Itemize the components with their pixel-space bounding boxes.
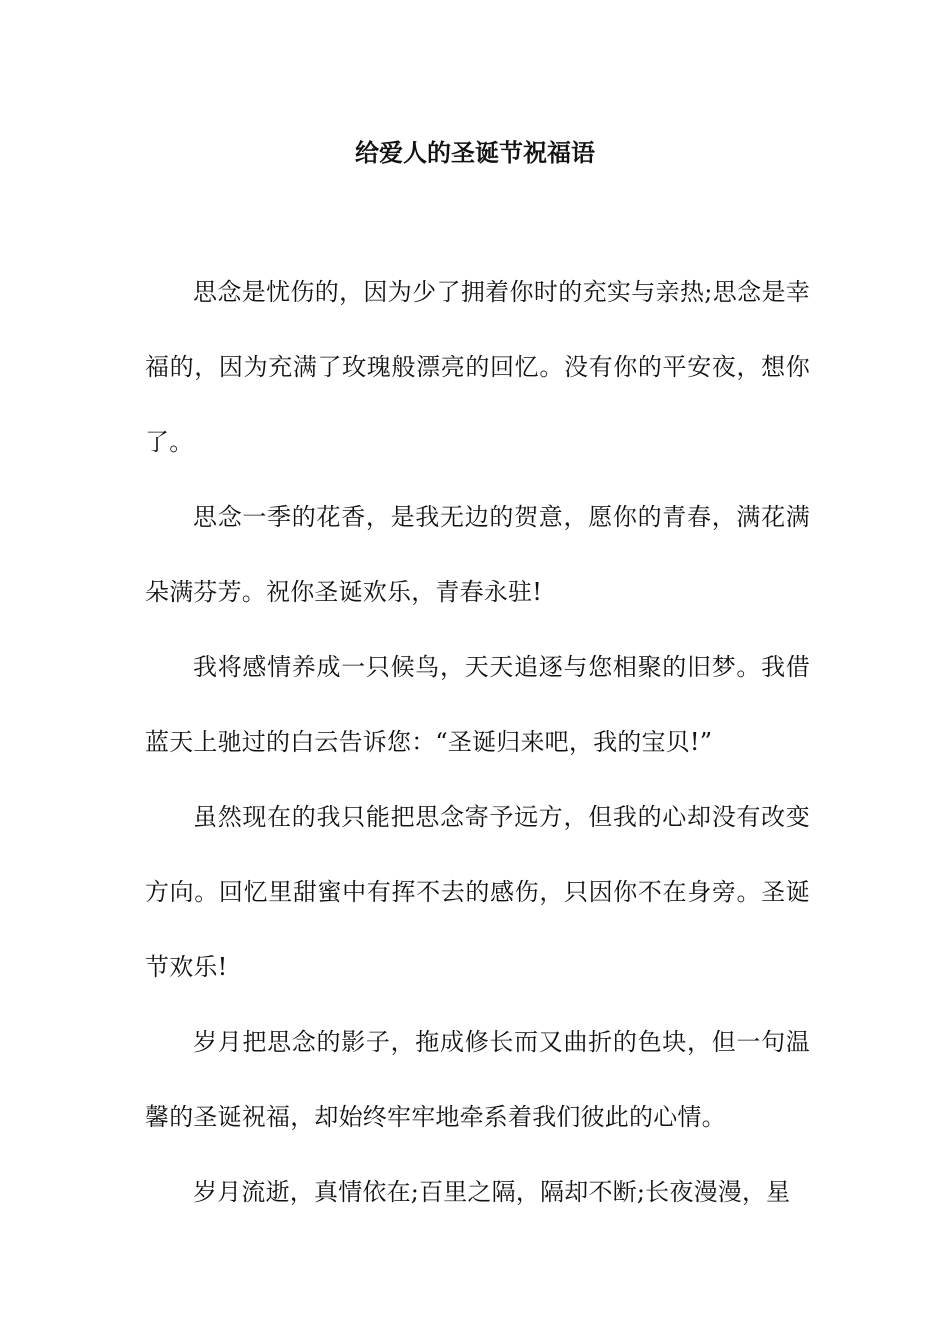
- paragraph-3: 我将感情养成一只候鸟，天天追逐与您相聚的旧梦。我借蓝天上驰过的白云告诉您：“圣诞归来吧，我的宝贝!”: [145, 653, 810, 756]
- document-title: 给爱人的圣诞节祝福语: [355, 138, 595, 167]
- paragraph-6: 岁月流逝，真情依在;百里之隔，隔却不断;长夜漫漫，星: [193, 1178, 791, 1206]
- document-body: [145, 255, 810, 1230]
- paragraph-5: 岁月把思念的影子，拖成修长而又曲折的色块，但一句温馨的圣诞祝福，却始终牢牢地牵系着我们彼此的心情。: [145, 1028, 810, 1131]
- paragraph-2: 思念一季的花香，是我无边的贺意，愿你的青春，满花满朵满芬芳。祝你圣诞欢乐，青春永驻!: [145, 503, 810, 606]
- paragraph-4: 虽然现在的我只能把思念寄予远方，但我的心却没有改变方向。回忆里甜蜜中有挥不去的感伤，只因你不在身旁。圣诞节欢乐!: [145, 803, 810, 981]
- paragraph-1: 思念是忧伤的，因为少了拥着你时的充实与亲热;思念是幸福的，因为充满了玫瑰般漂亮的回忆。没有你的平安夜，想你了。: [145, 278, 810, 456]
